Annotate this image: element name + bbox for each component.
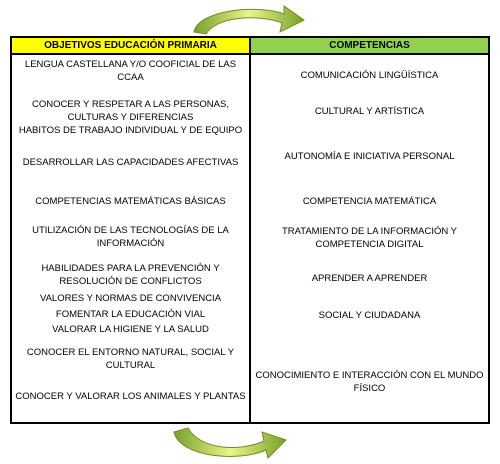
objective-item: UTILIZACIÓN DE LAS TECNOLOGÍAS DE LA INFORMACIÓN — [32, 225, 229, 249]
competence-item: COMPETENCIA MATEMÁTICA — [302, 196, 437, 207]
competence-item: AUTONOMÍA E INICIATIVA PERSONAL — [284, 151, 455, 162]
relation-table — [10, 36, 490, 424]
competence-item: APRENDER A APRENDER — [311, 273, 428, 284]
competence-item: CONOCIMIENTO E INTERACCIÓN CON EL MUNDO FÍSICO — [255, 370, 484, 394]
objective-item: CONOCER Y VALORAR LOS ANIMALES Y PLANTAS — [15, 391, 246, 402]
competence-item: TRATAMIENTO DE LA INFORMACIÓN Y COMPETENCIA DIGITAL — [281, 226, 458, 250]
objectives-header: OBJETIVOS EDUCACIÓN PRIMARIA — [12, 38, 249, 55]
objective-item: VALORAR LA HIGIENE Y LA SALUD — [52, 324, 209, 335]
curved-arrow-bottom-icon — [170, 424, 290, 462]
objective-item: DESARROLLAR LAS CAPACIDADES AFECTIVAS — [22, 157, 239, 168]
objective-item: HABILIDADES PARA LA PREVENCIÓN Y RESOLUCIÓN DE CONFLICTOS — [41, 263, 220, 287]
objective-item: LENGUA CASTELLANA Y/O COOFICIAL DE LAS CCAA — [24, 59, 237, 83]
objective-item: COMPETENCIAS MATEMÁTICAS BÁSICAS — [35, 196, 226, 207]
competences-header: COMPETENCIAS — [251, 38, 488, 55]
curved-arrow-top-icon — [188, 2, 308, 38]
competence-item: CULTURAL Y ARTÍSTICA — [314, 106, 425, 117]
competence-item: SOCIAL Y CIUDADANA — [318, 310, 421, 321]
objective-item: HABITOS DE TRABAJO INDIVIDUAL Y DE EQUIPO — [18, 125, 243, 136]
objective-item: VALORES Y NORMAS DE CONVIVENCIA — [39, 293, 222, 304]
objective-item: CONOCER EL ENTORNO NATURAL, SOCIAL Y CULTURAL — [26, 347, 235, 371]
competence-item: COMUNICACIÓN LINGÜÍSTICA — [300, 70, 439, 81]
objective-item: FOMENTAR LA EDUCACIÓN VIAL — [55, 309, 206, 320]
objective-item: CONOCER Y RESPETAR A LAS PERSONAS, CULTURAS Y DIFERENCIAS — [32, 99, 229, 123]
